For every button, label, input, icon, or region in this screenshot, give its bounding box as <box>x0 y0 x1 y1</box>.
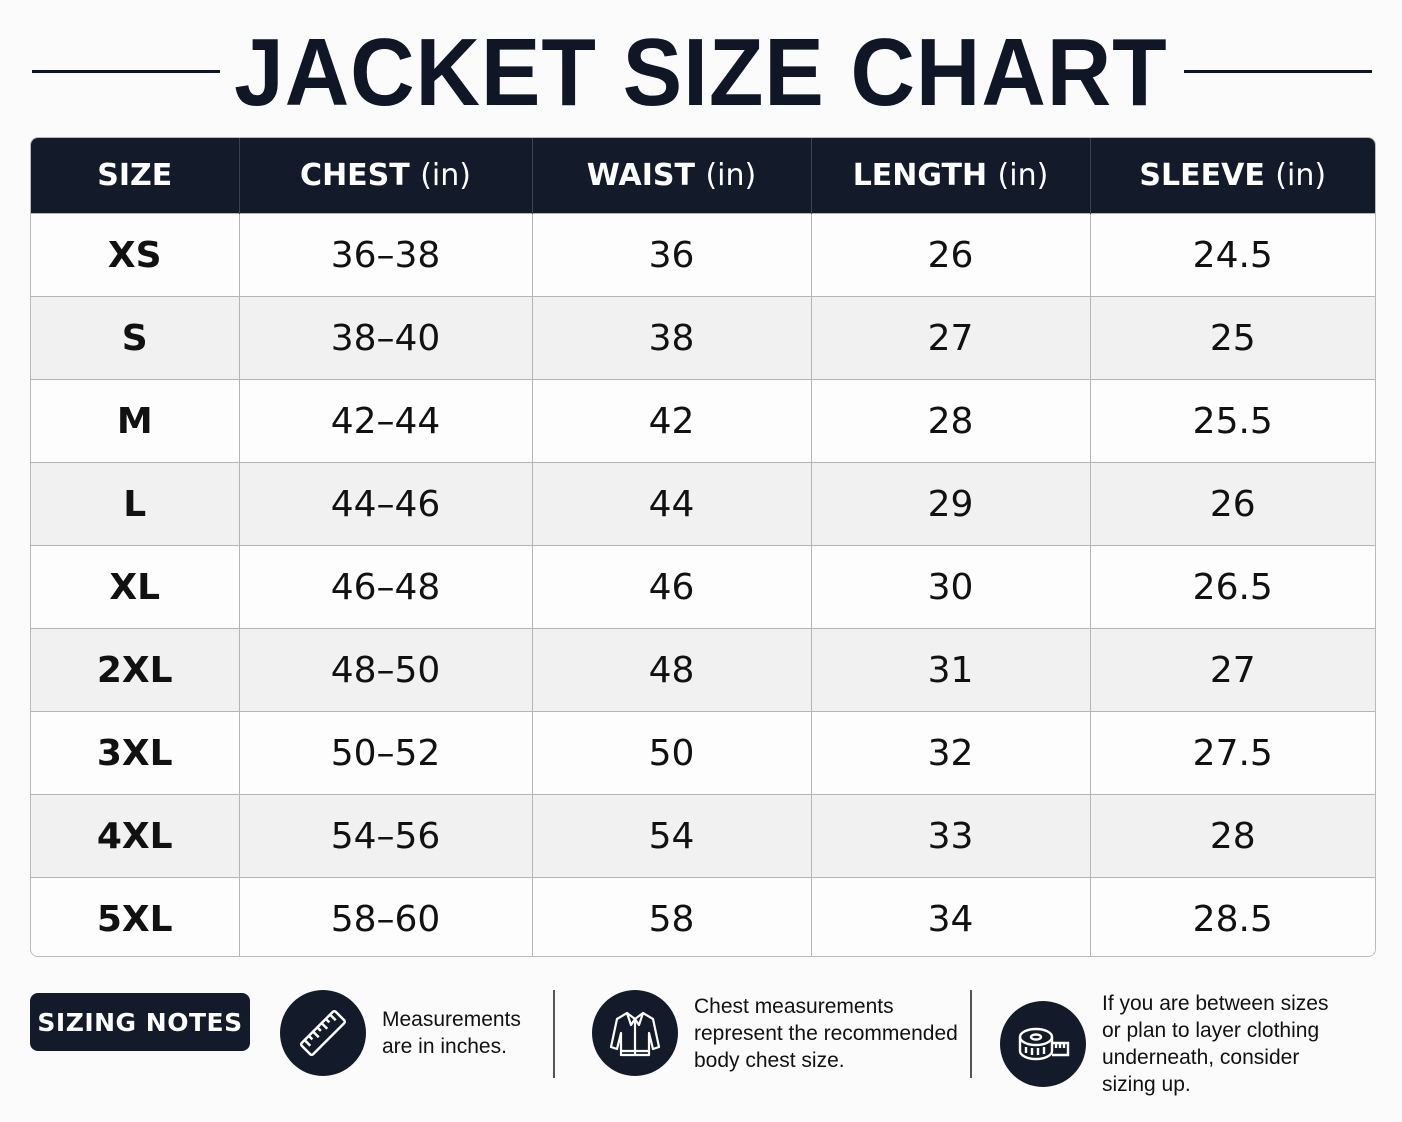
cell-sleeve: 24.5 <box>1090 214 1375 297</box>
cell-sleeve: 26.5 <box>1090 546 1375 629</box>
cell-length: 34 <box>811 878 1090 958</box>
note-line: body chest size. <box>694 1048 845 1072</box>
notes-divider <box>553 990 555 1078</box>
cell-waist: 58 <box>532 878 811 958</box>
cell-waist: 36 <box>532 214 811 297</box>
column-header-size <box>31 138 239 214</box>
column-header-label: WAIST <box>586 158 695 193</box>
cell-sleeve: 26 <box>1090 463 1375 546</box>
table-row <box>31 297 1375 380</box>
cell-chest: 58–60 <box>239 878 532 958</box>
note-line: Measurements <box>382 1008 521 1031</box>
note-measurements <box>280 990 521 1076</box>
note-line: represent the recommended <box>694 1021 958 1045</box>
note-line: Chest measurements <box>694 994 894 1018</box>
note-line: sizing up. <box>1102 1073 1191 1096</box>
table-header-row <box>31 138 1375 214</box>
cell-length: 32 <box>811 712 1090 795</box>
cell-chest: 46–48 <box>239 546 532 629</box>
title-rule-left <box>32 70 220 73</box>
table-row <box>31 712 1375 795</box>
column-header-length <box>811 138 1090 214</box>
notes-divider <box>970 990 972 1078</box>
note-text <box>694 993 958 1074</box>
cell-waist: 44 <box>532 463 811 546</box>
cell-waist: 50 <box>532 712 811 795</box>
title-rule-right <box>1184 70 1372 73</box>
ruler-icon <box>280 990 366 1076</box>
column-header-chest <box>239 138 532 214</box>
note-sizing-up <box>1000 990 1328 1098</box>
note-line: underneath, consider <box>1102 1046 1300 1069</box>
column-header-unit: (in) <box>1275 158 1327 193</box>
tape-measure-icon <box>1000 1001 1086 1087</box>
cell-waist: 54 <box>532 795 811 878</box>
sizing-notes-badge: SIZING NOTES <box>30 993 250 1051</box>
cell-chest: 54–56 <box>239 795 532 878</box>
cell-chest: 36–38 <box>239 214 532 297</box>
cell-chest: 44–46 <box>239 463 532 546</box>
cell-waist: 38 <box>532 297 811 380</box>
cell-length: 26 <box>811 214 1090 297</box>
note-line: are in inches. <box>382 1035 507 1058</box>
cell-sleeve: 25 <box>1090 297 1375 380</box>
cell-length: 28 <box>811 380 1090 463</box>
cell-sleeve: 27 <box>1090 629 1375 712</box>
cell-size: XS <box>31 214 239 297</box>
column-header-sleeve <box>1090 138 1375 214</box>
cell-size: XL <box>31 546 239 629</box>
title-area <box>0 18 1402 128</box>
page-title: JACKET SIZE CHART <box>234 19 1168 126</box>
cell-waist: 48 <box>532 629 811 712</box>
cell-size: L <box>31 463 239 546</box>
note-text <box>1102 990 1328 1098</box>
cell-chest: 50–52 <box>239 712 532 795</box>
jacket-icon <box>592 990 678 1076</box>
cell-sleeve: 27.5 <box>1090 712 1375 795</box>
cell-waist: 42 <box>532 380 811 463</box>
column-header-label: LENGTH <box>852 158 988 193</box>
column-header-unit: (in) <box>420 158 471 193</box>
cell-length: 29 <box>811 463 1090 546</box>
note-line: or plan to layer clothing <box>1102 1019 1320 1042</box>
column-header-unit: (in) <box>997 158 1049 193</box>
column-header-unit: (in) <box>705 158 757 193</box>
cell-size: M <box>31 380 239 463</box>
note-text <box>382 1006 521 1060</box>
table-row <box>31 795 1375 878</box>
table-row <box>31 214 1375 297</box>
cell-sleeve: 25.5 <box>1090 380 1375 463</box>
cell-size: 4XL <box>31 795 239 878</box>
cell-length: 30 <box>811 546 1090 629</box>
column-header-label: SLEEVE <box>1139 158 1265 193</box>
cell-length: 27 <box>811 297 1090 380</box>
cell-length: 33 <box>811 795 1090 878</box>
note-chest <box>592 990 958 1076</box>
cell-size: S <box>31 297 239 380</box>
table-row <box>31 380 1375 463</box>
cell-waist: 46 <box>532 546 811 629</box>
table-row <box>31 546 1375 629</box>
cell-size: 3XL <box>31 712 239 795</box>
size-table <box>30 137 1376 957</box>
table-row <box>31 629 1375 712</box>
cell-chest: 48–50 <box>239 629 532 712</box>
sizing-notes <box>30 990 1374 1100</box>
cell-sleeve: 28.5 <box>1090 878 1375 958</box>
note-line: If you are between sizes <box>1102 992 1329 1015</box>
cell-size: 2XL <box>31 629 239 712</box>
column-header-label: SIZE <box>97 158 173 193</box>
table-row <box>31 463 1375 546</box>
column-header-waist <box>532 138 811 214</box>
cell-length: 31 <box>811 629 1090 712</box>
cell-chest: 38–40 <box>239 297 532 380</box>
column-header-label: CHEST <box>300 158 410 193</box>
cell-chest: 42–44 <box>239 380 532 463</box>
table-row <box>31 878 1375 958</box>
cell-sleeve: 28 <box>1090 795 1375 878</box>
cell-size: 5XL <box>31 878 239 958</box>
